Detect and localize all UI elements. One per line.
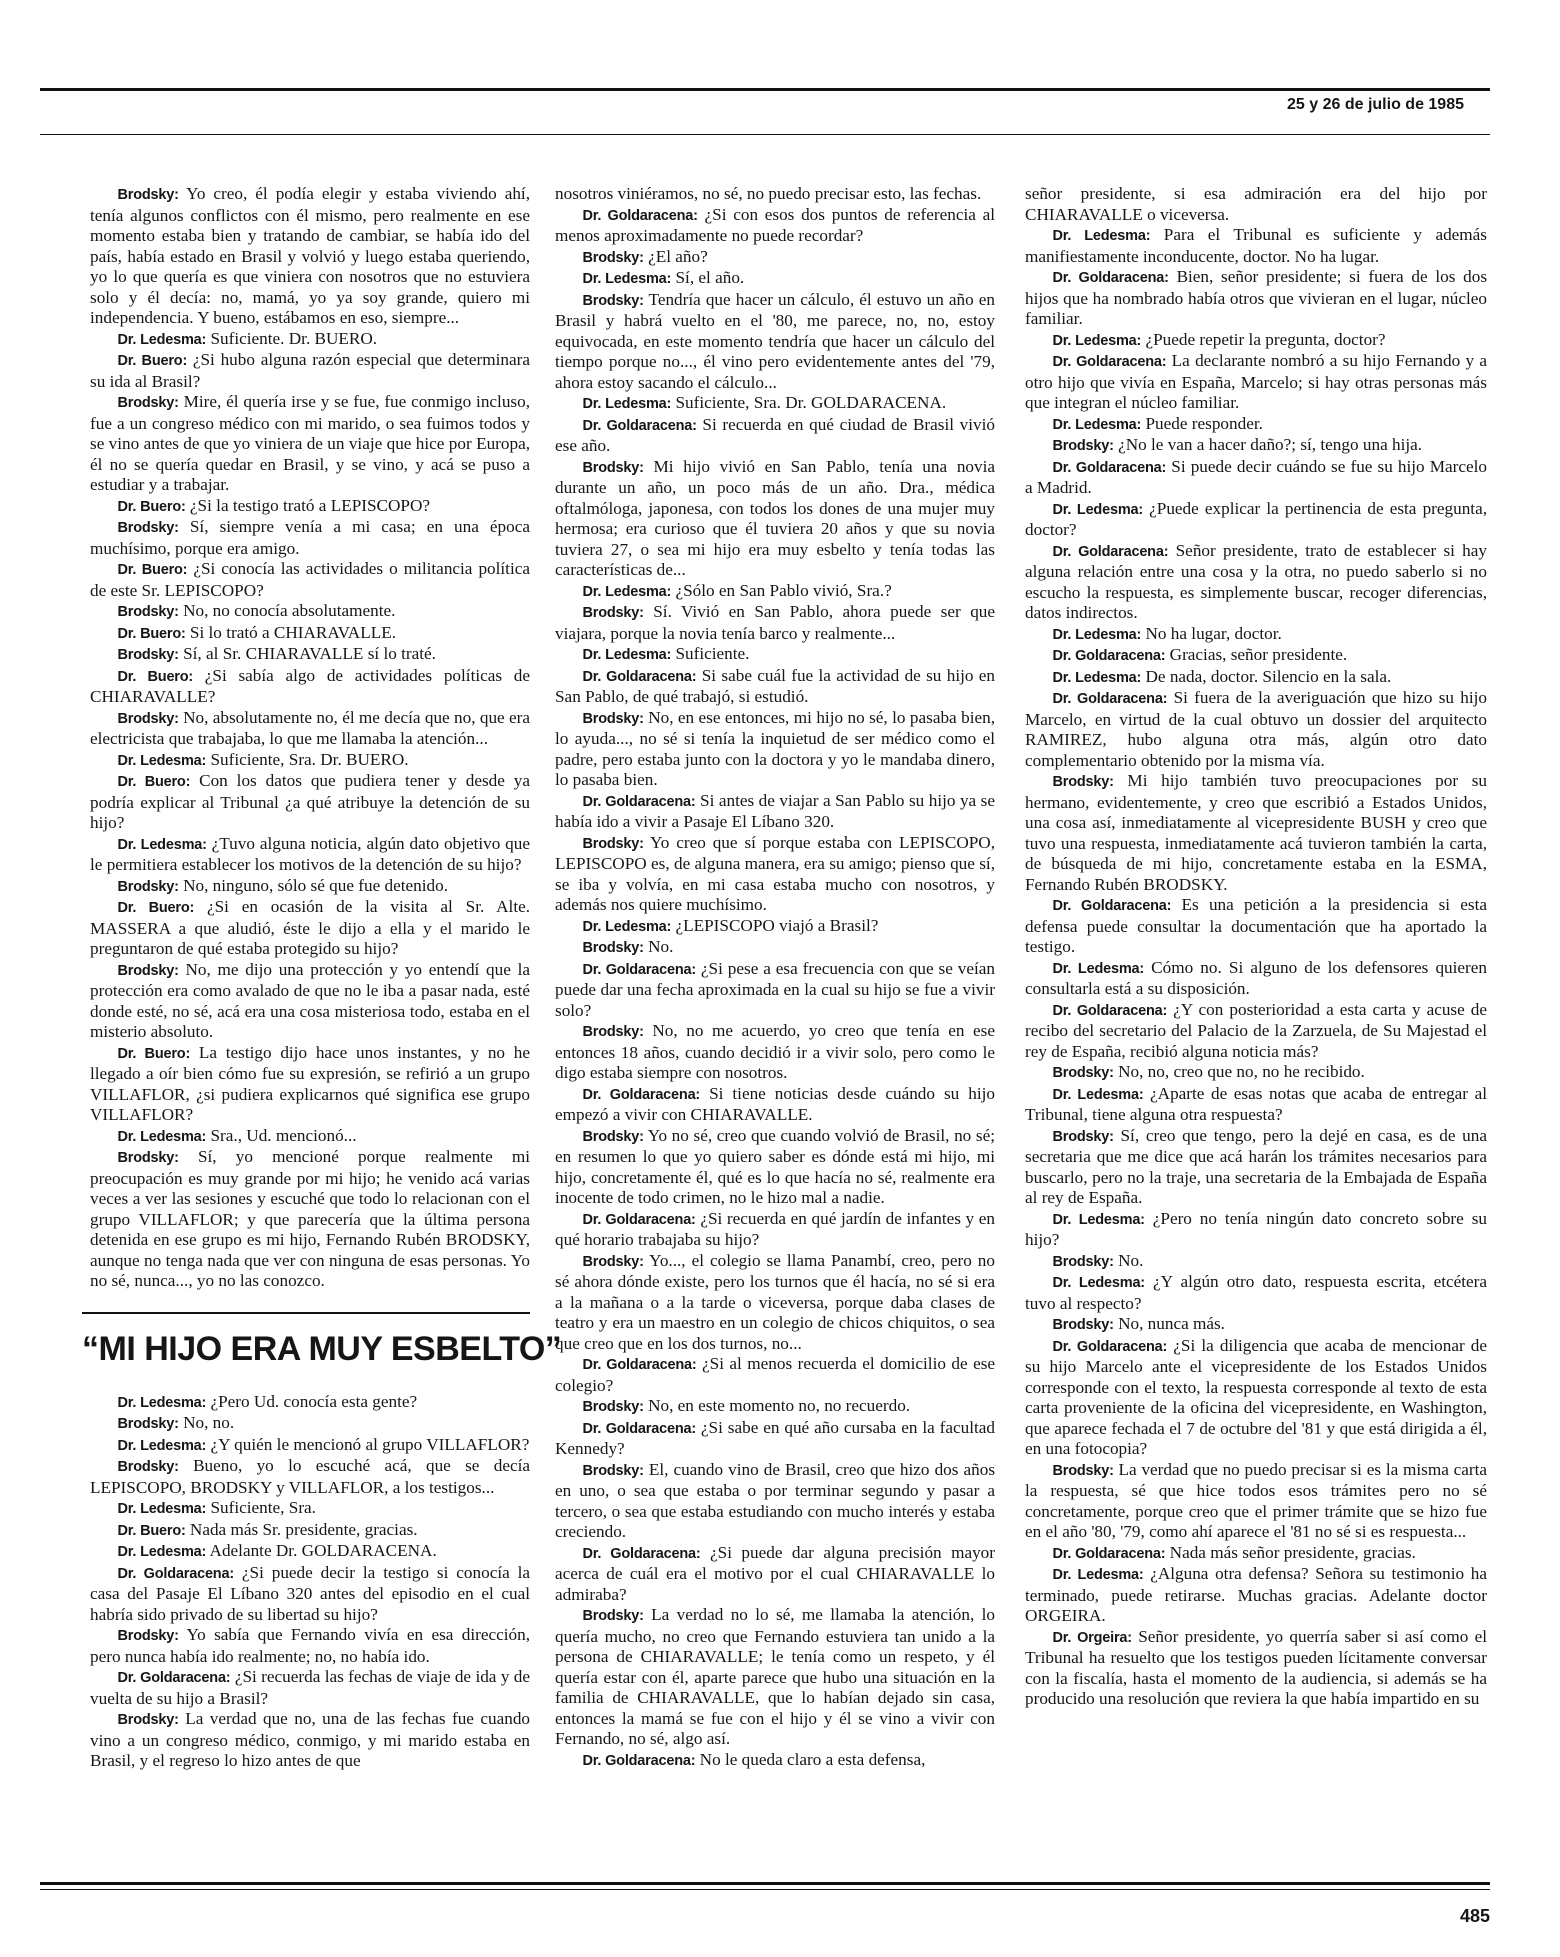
speaker-label: Brodsky: (582, 1462, 644, 1479)
page-number: 485 (1459, 1906, 1490, 1926)
transcript-paragraph (555, 290, 995, 394)
speaker-label: Dr. Ledesma: (582, 271, 672, 287)
speech-text: ¿Sólo en San Pablo vivió, Sra.? (675, 580, 892, 600)
transcript-paragraph (555, 644, 995, 666)
speaker-label: Dr. Goldaracena: (1052, 1545, 1166, 1562)
transcript-paragraph (90, 1126, 530, 1148)
speech-text: Si puede decir cuándo se fue su hijo Marcelo a Madrid. (1025, 456, 1488, 497)
speech-text: ¿Y quién le mencionó al grupo VILLAFLOR? (210, 1434, 530, 1454)
speaker-label: Dr. Ledesma: (582, 918, 672, 935)
speaker-label: Brodsky: (117, 647, 179, 663)
speech-text: No, absolutamente no, él me decía que no, que era electricista que trabajaba, lo que me llamaba la atención... (90, 707, 530, 748)
transcript-paragraph (90, 897, 530, 960)
speaker-label: Dr. Goldaracena: (1052, 898, 1172, 914)
speech-text: No, no conocía absolutamente. (183, 601, 396, 620)
speaker-label: Brodsky: (117, 878, 179, 895)
speaker-label: Dr. Goldaracena: (117, 1565, 234, 1582)
speaker-label: Dr. Ledesma: (1052, 228, 1151, 244)
speaker-label: Brodsky: (117, 962, 179, 979)
column-1-top (90, 184, 530, 1292)
transcript-paragraph (90, 1392, 530, 1414)
transcript-paragraph (90, 559, 530, 601)
header-rule-bottom (40, 134, 1490, 135)
speech-text: Suficiente, Sra. (210, 1498, 316, 1517)
speaker-label: Brodsky: (582, 1399, 644, 1415)
transcript-paragraph (90, 1147, 530, 1292)
speaker-label: Dr. Buero: (117, 774, 191, 790)
transcript-paragraph (555, 1209, 995, 1251)
speech-text: ¿Aparte de esas notas que acaba de entregar al Tribunal, tiene alguna otra respuesta? (1025, 1083, 1488, 1124)
transcript-paragraph (1025, 624, 1487, 646)
speech-text: ¿Si conocía las actividades o militancia política de este Sr. LEPISCOPO? (90, 559, 530, 600)
speech-text: Bueno, yo lo escuché acá, que se decía LEPISCOPO, BRODSKY y VILLAFLOR, a los testigos... (90, 1456, 530, 1497)
transcript-paragraph (555, 1460, 995, 1543)
transcript-paragraph (555, 833, 995, 916)
transcript-paragraph (90, 666, 530, 708)
speaker-label: Dr. Goldaracena: (1052, 354, 1167, 370)
speaker-label: Brodsky: (582, 1253, 644, 1270)
speaker-label: Brodsky: (117, 1150, 179, 1166)
speaker-label: Dr. Goldaracena: (1052, 459, 1167, 476)
transcript-paragraph (1025, 1251, 1487, 1273)
speaker-label: Dr. Buero: (117, 1045, 191, 1062)
speech-text: No, en este momento no, no recuerdo. (648, 1396, 911, 1415)
transcript-paragraph (1025, 267, 1487, 330)
speech-text: ¿Si recuerda las fechas de viaje de ida y de vuelta de su hijo a Brasil? (90, 1667, 531, 1708)
transcript-paragraph (1025, 435, 1487, 457)
speech-text: ¿Y con posterioridad a esta carta y acuse de recibo del secretario del Palacio de la Zarzuela, de Su Majestad el rey de España, recibió alguna noticia más? (1025, 999, 1487, 1061)
speech-text: Si fuera de la averiguación que hizo su hijo Marcelo, en virtud de la cual obtuvo un dossier del arquitecto RAMIREZ, hubo alguna otra más, algún otro dato complementario obtenido por la misma vía. (1025, 688, 1487, 770)
speech-text: ¿Si recuerda en qué jardín de infantes y en qué horario trabajaba su hijo? (555, 1208, 995, 1249)
column-2-body (555, 184, 995, 1771)
speech-text: Yo..., el colegio se llama Panambí, creo, pero no sé ahora dónde existe, pero los turnos que él hacía, no sé si era a la mañana o a la tarde o viceversa, porque daba clases de teatro y era un maestro en un colegio de chicos chiquitos, o sea que creo que en los dos turnos, no... (555, 1250, 995, 1353)
transcript-paragraph (90, 184, 530, 329)
speaker-label: Dr. Goldaracena: (1052, 543, 1169, 560)
transcript-paragraph (555, 1021, 995, 1084)
speaker-label: Dr. Ledesma: (117, 1544, 207, 1560)
speaker-label: Dr. Buero: (117, 353, 188, 369)
transcript-paragraph (555, 457, 995, 581)
speech-text: Si sabe cuál fue la actividad de su hijo en San Pablo, de qué trabajó, si estudió. (555, 665, 996, 706)
speech-text: ¿Si al menos recuerda el domicilio de ese colegio? (555, 1354, 996, 1395)
speaker-label: Dr. Goldaracena: (1052, 1338, 1168, 1355)
transcript-paragraph (90, 1043, 530, 1126)
speech-text: ¿Si con esos dos puntos de referencia al menos aproximadamente no puede recordar? (555, 204, 996, 245)
speaker-label: Brodsky: (582, 1608, 644, 1624)
speaker-label: Dr. Goldaracena: (117, 1670, 231, 1686)
speaker-label: Dr. Ledesma: (117, 1501, 207, 1517)
speech-text: Para el Tribunal es suficiente y además manifiestamente inconducente, doctor. No ha lugar. (1025, 225, 1487, 266)
speech-text: No ha lugar, doctor. (1145, 623, 1282, 643)
issue-date: 25 y 26 de julio de 1985 (1287, 96, 1464, 113)
speaker-label: Dr. Ledesma: (1052, 416, 1142, 433)
transcript-paragraph (90, 517, 530, 559)
transcript-paragraph (1025, 1543, 1487, 1565)
speaker-label: Brodsky: (117, 1459, 179, 1475)
speech-text: El, cuando vino de Brasil, creo que hizo dos años en uno, o sea que estaba o por terminar segundo y pasar a tercero, o sea que estaba estudiando con mucho interés y estaba creciendo. (555, 1459, 996, 1541)
header-rule-top (40, 88, 1490, 91)
transcript-paragraph (90, 708, 530, 750)
transcript-paragraph (555, 393, 995, 415)
speaker-label: Dr. Ledesma: (1052, 332, 1142, 349)
transcript-paragraph (1025, 1314, 1487, 1336)
speech-text: Nada más señor presidente, gracias. (1169, 1542, 1416, 1562)
speech-text: No, nunca más. (1118, 1314, 1225, 1333)
speaker-label: Dr. Orgeira: (1052, 1629, 1132, 1646)
speaker-label: Dr. Ledesma: (582, 396, 672, 412)
speaker-label: Dr. Ledesma: (1052, 960, 1145, 977)
transcript-paragraph (1025, 1272, 1487, 1314)
speech-text: La testigo dijo hace unos instantes, y no he llegado a oír bien cómo fue su expresión, se refirió a un grupo VILLAFLOR, ¿si pudiera explicarnos qué significa ese grupo VILLAFLOR? (90, 1042, 531, 1124)
speech-text: No. (648, 937, 674, 956)
speaker-label: Dr. Goldaracena: (1052, 1002, 1168, 1019)
transcript-paragraph (90, 644, 530, 666)
column-2 (555, 184, 995, 1771)
section-heading: “MI HIJO ERA MUY ESBELTO” (82, 1312, 530, 1368)
transcript-paragraph (555, 602, 995, 644)
speaker-label: Brodsky: (117, 520, 179, 536)
speech-text: ¿Si la testigo trató a LEPISCOPO? (189, 495, 431, 515)
transcript-paragraph (1025, 1126, 1487, 1209)
speaker-label: Dr. Goldaracena: (582, 207, 698, 224)
speaker-label: Brodsky: (1052, 1128, 1114, 1145)
speaker-label: Dr. Ledesma: (1052, 1211, 1145, 1228)
speech-text: Yo creo, él podía elegir y estaba viviendo ahí, tenía algunos conflictos con él mismo, pero realmente en ese momento estaba bien y tratando de cambiar, se había ido del país, había estado en Brasil y volvió y luego estaba queriendo, yo lo que quería es que viniera con nosotros que no estuviera solo y él decía: no, mamá, yo ya soy grande, quiero mi independencia. Y bueno, estábamos en eso, siempre... (90, 184, 530, 327)
transcript-paragraph (555, 1084, 995, 1126)
transcript-paragraph (1025, 958, 1487, 1000)
speaker-label: Dr. Goldaracena: (582, 961, 696, 978)
speaker-label: Brodsky: (582, 249, 644, 266)
speaker-label: Dr. Goldaracena: (1052, 270, 1169, 286)
speaker-label: Dr. Goldaracena: (582, 1545, 701, 1562)
speaker-label: Brodsky: (1052, 1317, 1114, 1333)
speaker-label: Dr. Ledesma: (117, 1128, 207, 1145)
column-3 (1025, 184, 1487, 1710)
speech-text: ¿Si puede dar alguna precisión mayor acerca de cuál era el motivo por el cual CHIARAVALLE lo admiraba? (555, 1542, 996, 1604)
transcript-paragraph (555, 1418, 995, 1460)
speaker-label: Brodsky: (117, 187, 179, 203)
speaker-label: Brodsky: (582, 710, 644, 727)
speaker-label: Dr. Goldaracena: (582, 668, 697, 685)
transcript-paragraph (90, 1435, 530, 1457)
speech-text: La verdad que no puedo precisar si es la misma carta la respuesta, sé que hice todos esos trámites pero no sé concretamente, porque creo que el primer trámite que se hizo fue en el año '80, '79, como ahí aparece el '81 no sé si es respuesta... (1025, 1459, 1487, 1541)
speech-text: No, no, creo que no, no he recibido. (1118, 1062, 1365, 1081)
speech-text: ¿Alguna otra defensa? Señora su testimonio ha terminado, puede retirarse. Muchas gracias. Adelante doctor ORGEIRA. (1025, 1564, 1487, 1625)
speaker-label: Brodsky: (117, 395, 179, 411)
speech-text: señor presidente, si esa admiración era del hijo por CHIARAVALLE o viceversa. (1025, 184, 1487, 224)
speaker-label: Brodsky: (1052, 1065, 1114, 1081)
speaker-label: Brodsky: (117, 604, 179, 620)
transcript-paragraph (90, 960, 530, 1043)
speech-text: No, en ese entonces, mi hijo no sé, lo pasaba bien, lo ayuda..., no sé si tenía la inquietud de ser médico como el padre, pero estaba junto con la doctora y yo le mandaba dinero, lo pasaba bien. (555, 707, 995, 789)
transcript-paragraph (555, 1251, 995, 1355)
transcript-paragraph (90, 392, 530, 496)
transcript-paragraph (90, 1563, 530, 1626)
speaker-label: Brodsky: (582, 940, 644, 956)
speaker-label: Dr. Ledesma: (117, 836, 207, 853)
transcript-paragraph (1025, 1460, 1487, 1543)
transcript-paragraph (1025, 330, 1487, 352)
speaker-label: Dr. Buero: (117, 562, 188, 578)
speech-text: Suficiente, Sra. Dr. GOLDARACENA. (675, 393, 947, 412)
speech-text: ¿Pero no tenía ningún dato concreto sobre su hijo? (1025, 1208, 1487, 1249)
speaker-label: Dr. Ledesma: (582, 647, 672, 663)
transcript-paragraph (90, 1520, 530, 1542)
speech-text: ¿Tuvo alguna noticia, algún dato objetivo que le permitiera establecer los motivos de la detención de su hijo? (90, 833, 530, 874)
speech-text: Nada más Sr. presidente, gracias. (189, 1519, 418, 1539)
speech-text: ¿Si sabía algo de actividades políticas de CHIARAVALLE? (90, 665, 531, 706)
speech-text: Sí, yo mencioné porque realmente mi preocupación es muy grande por mi hijo; he venido acá varias veces a ver las sesiones y escuché que todo lo relacionan con el grupo VILLAFLOR; y que parecería que la última persona detenida en ese grupo es mi hijo, Fernando Rubén BRODSKY, aunque no tenga nada que ver con ninguna de esas personas. Yo no sé, nunca..., yo no las conozco. (90, 1147, 530, 1290)
speaker-label: Brodsky: (582, 459, 644, 476)
transcript-paragraph (1025, 541, 1487, 624)
column-1 (82, 184, 562, 1772)
speech-text: Sra., Ud. mencionó... (210, 1125, 357, 1145)
speaker-label: Dr. Goldaracena: (582, 1752, 696, 1769)
speech-text: Gracias, señor presidente. (1169, 645, 1348, 664)
speaker-label: Dr. Buero: (117, 1522, 186, 1539)
footer-rule-top (40, 1882, 1490, 1885)
speech-text: ¿Si en ocasión de la visita al Sr. Alte. MASSERA a que aludió, éste le dijo a ella y el marido le preguntaron de qué estaba protegido su hijo? (90, 897, 531, 958)
speech-text: Señor presidente, yo querría saber si así como el Tribunal ha resuelto que los testigos pueden lícitamente conversar con la fiscalía, hasta el momento de la audiencia, si además se ha producido una resolución que reviera la que había impartido en su (1025, 1626, 1487, 1708)
speaker-label: Dr. Ledesma: (1052, 669, 1142, 686)
transcript-paragraph (1025, 414, 1487, 436)
speech-text: Sí. Vivió en San Pablo, ahora puede ser que viajara, porque la novia tenía barco y realmente... (555, 602, 996, 643)
transcript-paragraph (555, 581, 995, 603)
speech-text: Puede responder. (1145, 413, 1263, 433)
transcript-paragraph (1025, 1209, 1487, 1251)
speech-text: No, me dijo una protección y yo entendí que la protección era como avalado de que no le iba a pasar nada, esté donde esté, no sé, acá era una cosa misteriosa todo, estaba en el misterio absoluto. (90, 959, 531, 1041)
transcript-paragraph (1025, 1336, 1487, 1460)
transcript-paragraph (1025, 1062, 1487, 1084)
speech-text: Suficiente. (675, 644, 750, 663)
speaker-label: Brodsky: (117, 1416, 179, 1432)
speech-text: Sí, creo que tengo, pero la dejé en casa, es de una secretaria que me dice que acá harán los trámites necesarios para buscarlo, pero no la traje, una secretaria de la Embajada de España al rey de España. (1025, 1125, 1488, 1207)
speech-text: ¿Pero Ud. conocía esta gente? (210, 1391, 418, 1411)
speaker-label: Dr. Ledesma: (582, 583, 672, 600)
speaker-label: Dr. Goldaracena: (582, 1086, 701, 1103)
speech-text: nosotros viniéramos, no sé, no puedo precisar esto, las fechas. (555, 184, 982, 203)
transcript-paragraph (555, 1354, 995, 1396)
transcript-paragraph (90, 350, 530, 392)
transcript-paragraph (1025, 688, 1487, 771)
footer-rule-bottom (40, 1889, 1490, 1890)
transcript-paragraph (555, 1605, 995, 1750)
transcript-paragraph (1025, 184, 1487, 225)
transcript-paragraph (555, 916, 995, 938)
speaker-label: Dr. Ledesma: (117, 1394, 207, 1411)
speech-text: Si recuerda en qué ciudad de Brasil vivió ese año. (555, 414, 996, 455)
speaker-label: Brodsky: (582, 835, 644, 852)
transcript-paragraph (90, 1625, 530, 1667)
transcript-paragraph (90, 771, 530, 834)
speaker-label: Brodsky: (1052, 1253, 1114, 1270)
transcript-paragraph (555, 666, 995, 708)
speaker-label: Brodsky: (582, 605, 644, 621)
speaker-label: Dr. Buero: (117, 498, 186, 515)
speaker-label: Brodsky: (1052, 1462, 1114, 1479)
speaker-label: Brodsky: (582, 1128, 644, 1145)
transcript-paragraph (1025, 499, 1487, 541)
transcript-paragraph (1025, 895, 1487, 958)
speaker-label: Brodsky: (1052, 774, 1114, 790)
transcript-paragraph (1025, 1564, 1487, 1627)
speech-text: Yo sabía que Fernando vivía en esa dirección, pero nunca había ido realmente; no, no había ido. (90, 1625, 530, 1666)
transcript-paragraph (555, 1750, 995, 1772)
speech-text: Suficiente. Dr. BUERO. (210, 328, 378, 348)
speech-text: Sí, al Sr. CHIARAVALLE sí lo traté. (183, 644, 436, 663)
speaker-label: Dr. Goldaracena: (1052, 691, 1168, 707)
speech-text: Sí, siempre venía a mi casa; en una época muchísimo, porque era amigo. (90, 517, 531, 558)
speaker-label: Dr. Ledesma: (117, 331, 207, 348)
speech-text: Señor presidente, trato de establecer si hay alguna relación entre una cosa y la otra, no puedo saberlo si no escucho la respuesta, es simplemente buscar, recoger diferencias, datos indirectos. (1025, 540, 1488, 622)
speaker-label: Dr. Ledesma: (1052, 1086, 1144, 1103)
transcript-paragraph (555, 184, 995, 205)
speaker-label: Dr. Buero: (117, 668, 194, 685)
transcript-paragraph (1025, 351, 1487, 414)
speaker-label: Brodsky: (1052, 438, 1114, 454)
transcript-paragraph (90, 1498, 530, 1520)
transcript-paragraph (90, 750, 530, 772)
speaker-label: Brodsky: (117, 1628, 179, 1644)
transcript-paragraph (1025, 645, 1487, 667)
speech-text: ¿Si la diligencia que acaba de mencionar de su hijo Marcelo ante el vicepresidente de los Estados Unidos corresponde con el texto, la respuesta corresponde al texto de esta carta proveniente de la oficina del vicepresidente, en Washington, que aparece fechada el 7 de octubre del '81 y que está dirigida a él, en una fotocopia? (1025, 1335, 1488, 1458)
speech-text: No. (1118, 1250, 1144, 1270)
speaker-label: Dr. Ledesma: (117, 752, 207, 769)
speech-text: Cómo no. Si alguno de los defensores quieren consultarla está a su disposición. (1025, 957, 1487, 998)
speech-text: ¿El año? (648, 246, 708, 266)
speech-text: Yo no sé, creo que cuando volvió de Brasil, no sé; en resumen lo que yo quiero saber es dónde está mi hijo, mi hijo, concretamente él, qué es lo que hacía no sé, realmente era inocente de todo crimen, no le hizo mal a nadie. (555, 1125, 995, 1207)
speech-text: ¿Si sabe en qué año cursaba en la facultad Kennedy? (555, 1417, 996, 1458)
transcript-paragraph (555, 1396, 995, 1418)
transcript-paragraph (1025, 457, 1487, 499)
transcript-paragraph (90, 1667, 530, 1709)
speaker-label: Dr. Buero: (117, 625, 186, 642)
transcript-paragraph (555, 937, 995, 959)
transcript-paragraph (555, 205, 995, 247)
transcript-paragraph (90, 834, 530, 876)
transcript-paragraph (555, 1543, 995, 1606)
speech-text: La declarante nombró a su hijo Fernando y a otro hijo que vivía en España, Marcelo; si hay otras personas más que integran el núcleo familiar. (1025, 351, 1487, 412)
speech-text: De nada, doctor. Silencio en la sala. (1145, 666, 1392, 686)
speech-text: La verdad que no, una de las fechas fue cuando vino a un congreso médico, conmigo, y mi marido estaba en Brasil, y el regreso lo hizo antes de que (90, 1709, 531, 1770)
speaker-label: Dr. Ledesma: (117, 1437, 207, 1454)
transcript-paragraph (90, 1541, 530, 1563)
speech-text: No, no me acuerdo, yo creo que tenía en ese entonces 18 años, cuando decidió ir a vivir solo, pero como le digo estaba siempre con nosotros. (555, 1021, 995, 1082)
speaker-label: Brodsky: (117, 1712, 179, 1728)
transcript-paragraph (90, 623, 530, 645)
transcript-paragraph (90, 496, 530, 518)
speech-text: Mi hijo también tuvo preocupaciones por su hermano, evidentemente, y creo que escribió a Estados Unidos, una cosa así, inmediatamente al vicepresidente BUSH y creo que tuvo una respuesta, inmediatamente acá tuvieron también la carta, de búsqueda de mi hijo, concretamente estaba en la ESMA, Fernando Rubén BRODSKY. (1025, 771, 1487, 894)
speech-text: Adelante Dr. GOLDARACENA. (209, 1541, 437, 1560)
speech-text: ¿Puede repetir la pregunta, doctor? (1145, 329, 1386, 349)
transcript-paragraph (555, 791, 995, 833)
speaker-label: Dr. Goldaracena: (582, 793, 696, 810)
speech-text: ¿No le van a hacer daño?; sí, tengo una hija. (1118, 435, 1423, 454)
speech-text: No, no. (183, 1413, 235, 1432)
transcript-paragraph (90, 1456, 530, 1498)
speaker-label: Brodsky: (582, 292, 644, 309)
speaker-label: Dr. Goldaracena: (1052, 648, 1166, 664)
speech-text: ¿Y algún otro dato, respuesta escrita, etcétera tuvo al respecto? (1025, 1272, 1487, 1313)
speech-text: Mi hijo vivió en San Pablo, tenía una novia durante un año, un poco más de un año. Dra., médica oftalmóloga, japonesa, con todos los dones de una mujer muy hermosa; era curioso que él tuviera 20 años y que su novia tuviera 27, o sea mi hijo era muy esbelto y tenía todas las características de... (555, 456, 996, 579)
speech-text: ¿Si pese a esa frecuencia con que se veían puede dar una fecha aproximada en la cual su hijo se fue a vivir solo? (555, 958, 996, 1020)
transcript-paragraph (1025, 667, 1487, 689)
speaker-label: Dr. Ledesma: (1052, 1275, 1145, 1291)
transcript-paragraph (90, 1413, 530, 1435)
transcript-paragraph (555, 247, 995, 269)
speaker-label: Dr. Ledesma: (1052, 1567, 1144, 1583)
transcript-paragraph (1025, 225, 1487, 267)
speaker-label: Dr. Ledesma: (1052, 501, 1144, 518)
transcript-paragraph (555, 415, 995, 457)
speaker-label: Dr. Buero: (117, 900, 195, 916)
speech-text: Mire, él quería irse y se fue, fue conmigo incluso, fue a un congreso médico con mi marido, o sea fuimos todos y se vino antes de que yo viniera de un viaje que hice por Europa, él no se quería quedar en Brasil, y se vino, y acá se puso a estudiar y a trabajar. (90, 392, 530, 494)
speech-text: Bien, señor presidente; si fuera de los dos hijos que ha nombrado había otros que vivieran en el lugar, núcleo familiar. (1025, 267, 1488, 328)
transcript-paragraph (555, 708, 995, 791)
speaker-label: Brodsky: (582, 1024, 644, 1040)
speech-text: Si tiene noticias desde cuándo su hijo empezó a vivir con CHIARAVALLE. (555, 1083, 996, 1124)
speaker-label: Dr. Goldaracena: (582, 1420, 696, 1437)
speech-text: Tendría que hacer un cálculo, él estuvo un año en Brasil y habrá vuelto en el '80, me parece, no, no, estoy equivocada, en este momento tendría que hacer un cálculo del tiempo porque no..., él vino pero evidentemente antes del '79, ahora estoy sacando el cálculo... (555, 289, 995, 392)
speech-text: Sí, el año. (675, 268, 745, 287)
speech-text: Yo creo que sí porque estaba con LEPISCOPO, LEPISCOPO es, de alguna manera, era su amigo; pienso que sí, se iba y volvía, en mi casa estaba mucho con nosotros, y además nos quiere muchísimo. (555, 832, 995, 914)
transcript-paragraph (1025, 771, 1487, 895)
transcript-paragraph (90, 876, 530, 898)
speech-text: Es una petición a la presidencia si esta defensa puede consultar la documentación que ha aportado la testigo. (1025, 895, 1487, 956)
speaker-label: Dr. Goldaracena: (582, 1357, 697, 1373)
speech-text: Con los datos que pudiera tener y desde ya podría explicar al Tribunal ¿a qué atribuye la detención de su hijo? (90, 771, 530, 832)
speech-text: Suficiente, Sra. Dr. BUERO. (210, 749, 409, 769)
speaker-label: Dr. Goldaracena: (582, 417, 697, 434)
column-3-body (1025, 184, 1487, 1710)
speaker-label: Dr. Ledesma: (1052, 626, 1142, 643)
column-1-bottom (90, 1392, 530, 1772)
speech-text: ¿Si hubo alguna razón especial que determinara su ida al Brasil? (90, 350, 530, 391)
transcript-paragraph (90, 601, 530, 623)
speech-text: Si lo trató a CHIARAVALLE. (189, 622, 396, 642)
speech-text: No le queda claro a esta defensa, (699, 1749, 926, 1769)
transcript-paragraph (555, 959, 995, 1022)
transcript-paragraph (1025, 1627, 1487, 1710)
speech-text: La verdad no lo sé, me llamaba la atención, lo quería mucho, no creo que Fernando estuviera tan unido a la persona de CHIARAVALLE; le tenía como un respeto, y él quería estar con él, aparte parece que hubo una situación en la familia de CHIARAVALLE, que lo habían dejado sin casa, entonces la mamá se fue con el hijo y él se vino a vivir con Fernando, no sé, algo así. (555, 1605, 996, 1748)
speech-text: No, ninguno, sólo sé que fue detenido. (183, 875, 448, 895)
transcript-paragraph (555, 1126, 995, 1209)
speech-text: ¿LEPISCOPO viajó a Brasil? (675, 915, 879, 935)
speech-text: ¿Si puede decir la testigo si conocía la casa del Pasaje El Líbano 320 antes del episodio en el cual habría sido privado de su libertad su hijo? (90, 1562, 531, 1624)
transcript-paragraph (555, 268, 995, 290)
speaker-label: Brodsky: (117, 710, 179, 727)
transcript-paragraph (1025, 1084, 1487, 1126)
transcript-paragraph (90, 329, 530, 351)
transcript-paragraph (90, 1709, 530, 1772)
transcript-paragraph (1025, 1000, 1487, 1063)
speech-text: Si antes de viajar a San Pablo su hijo ya se había ido a vivir a Pasaje El Líbano 320. (555, 790, 995, 831)
speech-text: ¿Puede explicar la pertinencia de esta pregunta, doctor? (1025, 498, 1487, 539)
speaker-label: Dr. Goldaracena: (582, 1211, 696, 1228)
